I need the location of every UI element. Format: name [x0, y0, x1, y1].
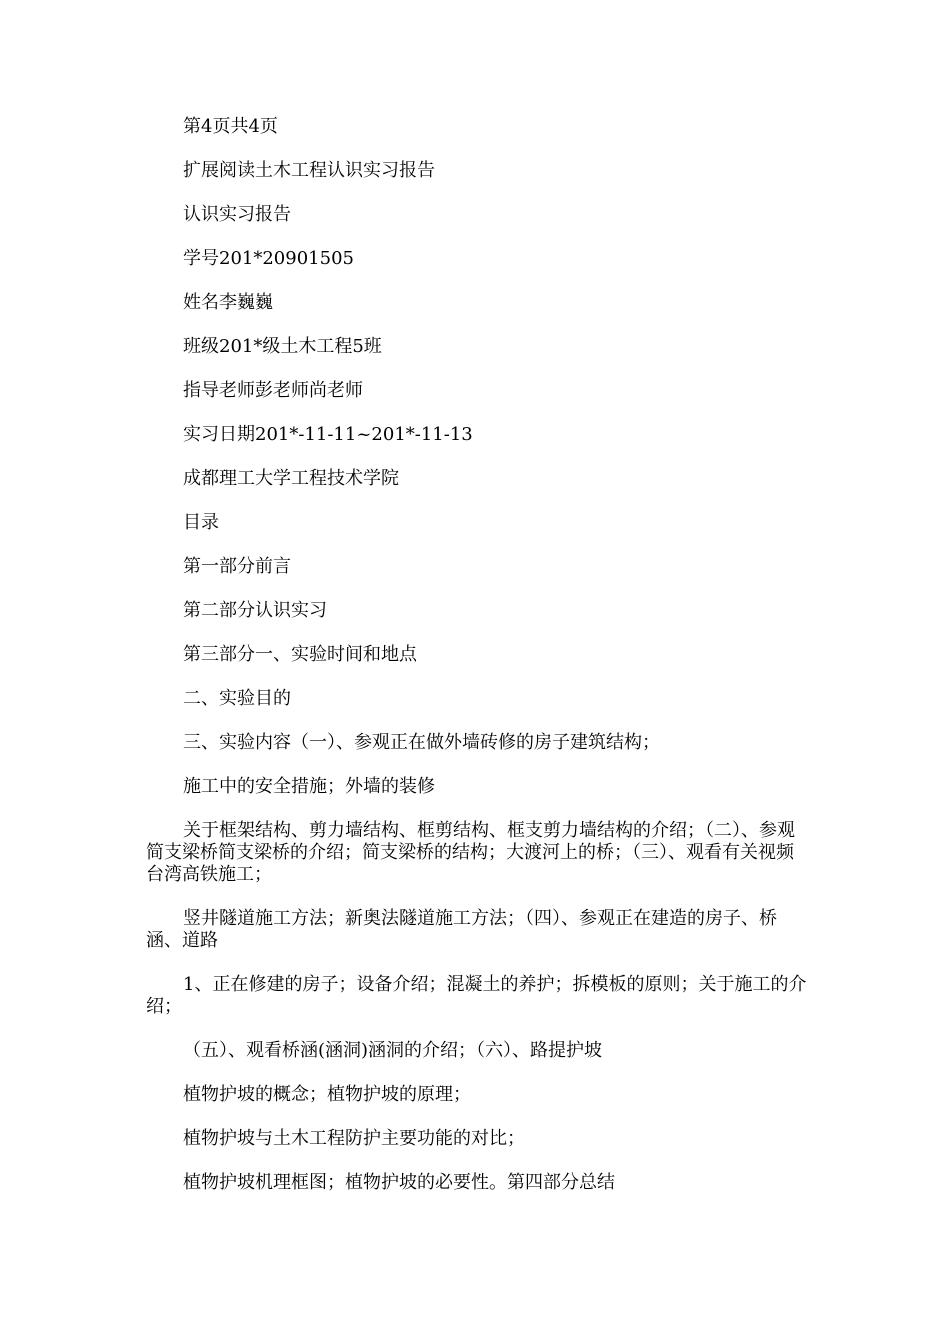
toc-item-safety: 施工中的安全措施；外墙的装修	[183, 776, 435, 797]
toc-item-building: 1、正在修建的房子；设备介绍；混凝土的养护；拆模板的原则；关于施工的介绍；	[146, 974, 807, 1017]
toc-heading: 目录	[183, 512, 219, 533]
report-title: 认识实习报告	[183, 204, 291, 225]
toc-item-part-three: 第三部分一、实验时间和地点	[183, 644, 417, 665]
student-name-line: 姓名李巍巍	[183, 292, 273, 313]
toc-item-part-one: 第一部分前言	[183, 556, 291, 577]
toc-item-part-two: 第二部分认识实习	[183, 600, 327, 621]
toc-item-structures: 关于框架结构、剪力墙结构、框剪结构、框支剪力墙结构的介绍；（二）、参观简支梁桥简支梁桥的介绍；简支梁桥的结构；大渡河上的桥；（三）、观看有关视频台湾高铁施工；	[146, 820, 795, 885]
student-id-line: 学号201*20901505	[183, 248, 354, 269]
advisor-line: 指导老师彭老师尚老师	[183, 380, 363, 401]
toc-item-content: 三、实验内容（一）、参观正在做外墙砖修的房子建筑结构；	[183, 732, 660, 753]
toc-item-purpose: 二、实验目的	[183, 688, 291, 709]
class-line: 班级201*级土木工程5班	[183, 336, 382, 357]
page-number-line: 第4页共4页	[183, 116, 278, 137]
toc-item-slope-comparison: 植物护坡与土木工程防护主要功能的对比；	[183, 1128, 525, 1149]
toc-item-tunnels: 竖井隧道施工方法；新奥法隧道施工方法；（四）、参观正在建造的房子、桥涵、道路	[146, 908, 777, 951]
extended-reading-title: 扩展阅读土木工程认识实习报告	[183, 160, 435, 181]
toc-item-slope-necessity: 植物护坡机理框图；植物护坡的必要性。第四部分总结	[183, 1172, 615, 1193]
internship-date-line: 实习日期201*-11-11~201*-11-13	[183, 424, 473, 445]
toc-item-culvert: （五）、观看桥涵(涵洞)涵洞的介绍；（六）、路提护坡	[183, 1040, 603, 1061]
toc-item-slope-concept: 植物护坡的概念；植物护坡的原理；	[183, 1084, 471, 1105]
institution-line: 成都理工大学工程技术学院	[183, 468, 399, 489]
